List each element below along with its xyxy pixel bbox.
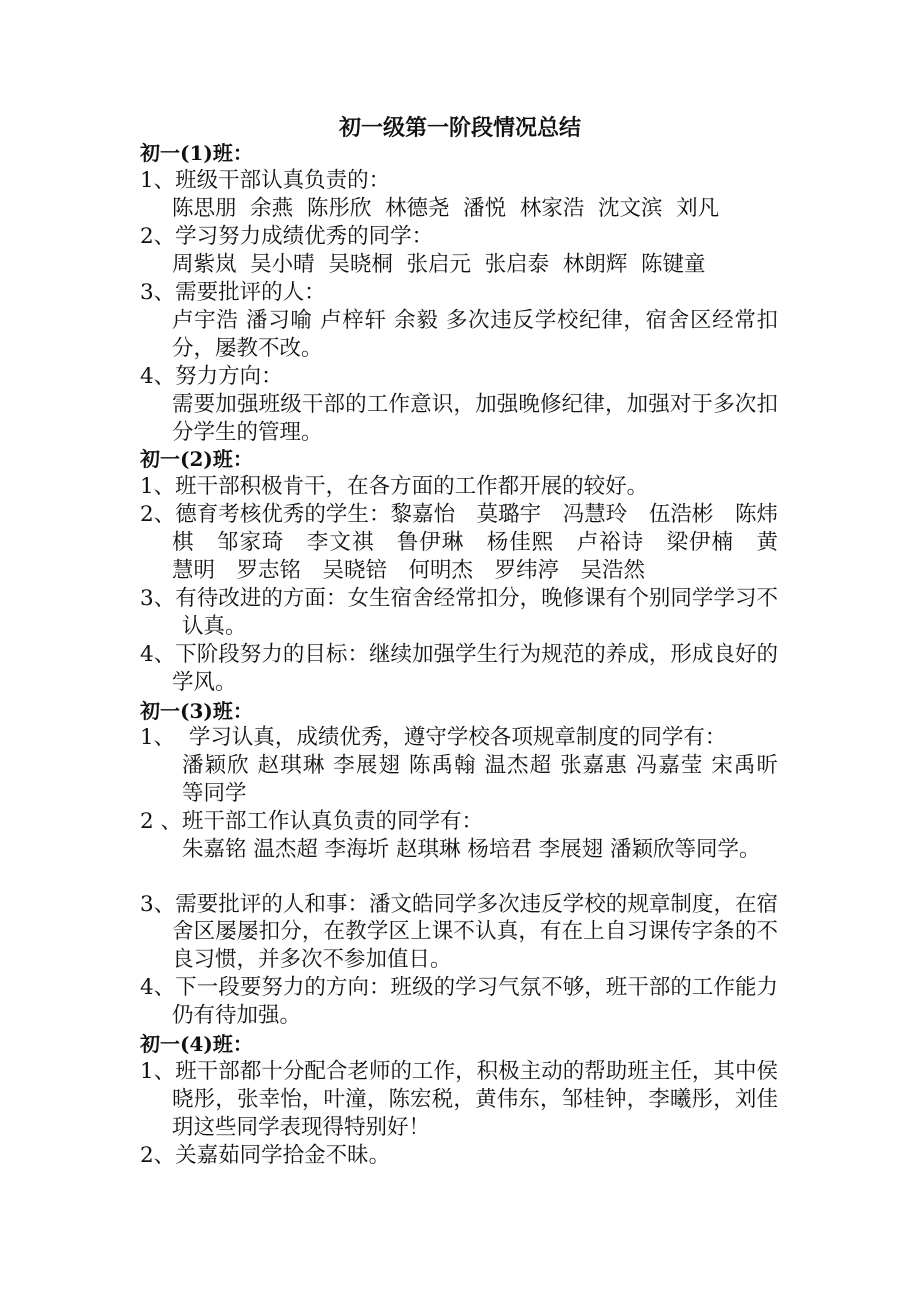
text-line: 分，屡教不改。 — [172, 336, 323, 361]
text-line: 2 、班干部工作认真负责的同学有： — [140, 809, 484, 834]
text-line: 2、学习努力成绩优秀的同学： — [140, 224, 434, 249]
text-line: 2、德育考核优秀的学生：黎嘉怡 莫璐宇 冯慧玲 伍浩彬 陈炜 — [140, 502, 778, 527]
text-line: 舍区屡屡扣分，在教学区上课不认真，有在上自习课传字条的不 — [172, 919, 778, 944]
text-line: 周紫岚 吴小晴 吴晓桐 张启元 张启泰 林朗辉 陈键童 — [172, 252, 706, 277]
text-line: 卢宇浩 潘习喻 卢梓轩 余毅 多次违反学校纪律，宿舍区经常扣 — [172, 308, 778, 333]
section-heading: 初一(4)班： — [140, 1032, 253, 1056]
text-line: 认真。 — [182, 614, 247, 639]
text-line: 慧明 罗志铭 吴晓锫 何明杰 罗纬渟 吴浩然 — [172, 558, 646, 583]
text-line: 1、班干部都十分配合老师的工作，积极主动的帮助班主任，其中侯 — [140, 1059, 778, 1084]
text-line: 学风。 — [172, 670, 237, 695]
text-line: 良习惯，并多次不参加值日。 — [172, 947, 452, 972]
text-line: 1、 学习认真，成绩优秀，遵守学校各项规章制度的同学有： — [140, 725, 727, 750]
text-line: 3、需要批评的人： — [140, 280, 326, 305]
section-heading: 初一(3)班： — [140, 699, 253, 723]
text-line: 3、有待改进的方面：女生宿舍经常扣分，晚修课有个别同学学习不 — [140, 586, 778, 611]
text-line: 棋 邹家琦 李文祺 鲁伊琳 杨佳熙 卢裕诗 梁伊楠 黄 — [172, 530, 778, 555]
text-line: 等同学 — [182, 781, 247, 806]
section-heading: 初一(1)班： — [140, 141, 253, 165]
text-line: 晓彤，张幸怡，叶潼，陈宏税，黄伟东，邹桂钟，李曦彤，刘佳 — [172, 1087, 778, 1112]
text-line: 陈思朋 余燕 陈彤欣 林德尧 潘悦 林家浩 沈文滨 刘凡 — [172, 196, 720, 221]
text-line: 4、下一段要努力的方向：班级的学习气氛不够，班干部的工作能力 — [140, 975, 778, 1000]
document-title: 初一级第一阶段情况总结 — [338, 115, 581, 141]
text-line: 1、班干部积极肯干，在各方面的工作都开展的较好。 — [140, 474, 649, 499]
text-line: 1、班级干部认真负责的： — [140, 168, 391, 193]
section-heading: 初一(2)班： — [140, 447, 253, 471]
text-line: 朱嘉铭 温杰超 李海圻 赵琪琳 杨培君 李展翅 潘颖欣等同学。 — [182, 837, 761, 862]
text-line: 4、努力方向： — [140, 364, 283, 389]
text-line: 2、关嘉茹同学拾金不昧。 — [140, 1143, 391, 1168]
text-line: 需要加强班级干部的工作意识，加强晚修纪律，加强对于多次扣 — [172, 392, 778, 417]
text-line: 玥这些同学表现得特别好！ — [172, 1115, 431, 1140]
text-line: 3、需要批评的人和事：潘文皓同学多次违反学校的规章制度，在宿 — [140, 892, 778, 917]
text-line: 4、下阶段努力的目标：继续加强学生行为规范的养成，形成良好的 — [140, 642, 778, 667]
text-line: 分学生的管理。 — [172, 420, 323, 445]
text-line: 潘颖欣 赵琪琳 李展翅 陈禹翰 温杰超 张嘉惠 冯嘉莹 宋禹昕 — [182, 753, 778, 778]
text-line: 仍有待加强。 — [172, 1003, 302, 1028]
